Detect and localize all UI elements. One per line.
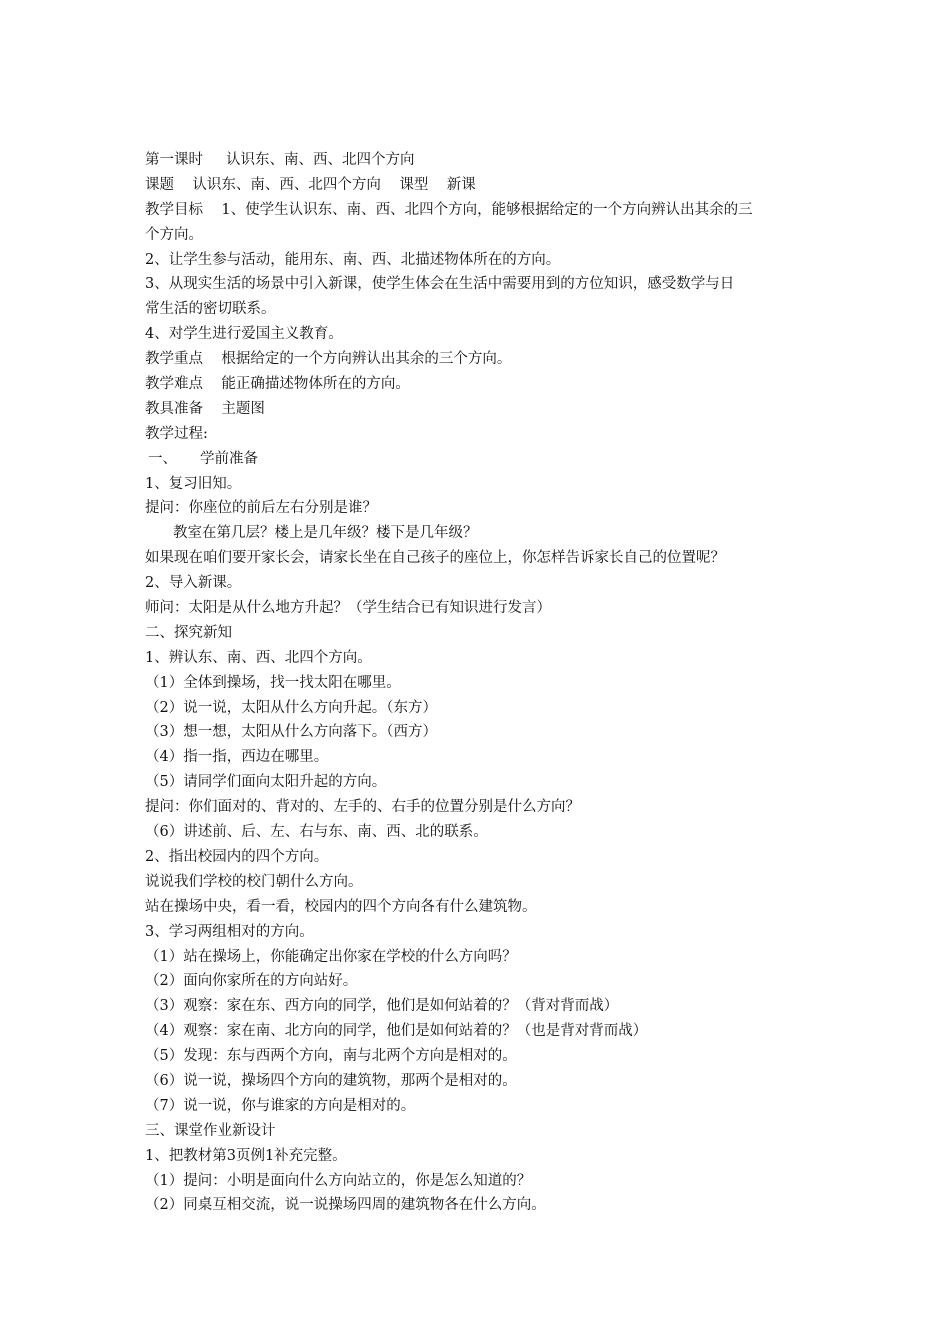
review-classroom-question: 教室在第几层？楼上是几年级？楼下是几年级？ bbox=[173, 525, 478, 542]
step-1-item-3: （3）想一想，太阳从什么方向落下。（西方） bbox=[145, 724, 437, 741]
teaching-goal-line-1: 教学目标 1、使学生认识东、南、西、北四个方向，能够根据给定的一个方向辨认出其余的三 bbox=[145, 201, 753, 218]
homework-item-1: 1、把教材第3页例1补充完整。 bbox=[145, 1147, 347, 1164]
step-1-question: 提问：你们面对的、背对的、左手的、右手的位置分别是什么方向？ bbox=[145, 799, 580, 816]
review-question: 提问：你座位的前后左右分别是谁？ bbox=[145, 500, 377, 517]
review-heading: 1、复习旧知。 bbox=[145, 475, 242, 492]
step-1-item-5: （5）请同学们面向太阳升起的方向。 bbox=[145, 774, 387, 791]
opposite-directions-heading: 3、学习两组相对的方向。 bbox=[145, 923, 314, 940]
homework-sub-2: （2）同桌互相交流，说一说操场四周的建筑物各在什么方向。 bbox=[145, 1197, 546, 1214]
parent-meeting-question: 如果现在咱们要开家长会，请家长坐在自己孩子的座位上，你怎样告诉家长自己的位置呢？ bbox=[145, 550, 725, 567]
teaching-materials: 教具准备 主题图 bbox=[145, 400, 265, 417]
playground-buildings-question: 站在操场中央，看一看，校园内的四个方向各有什么建筑物。 bbox=[145, 898, 537, 915]
document-body bbox=[145, 148, 815, 1218]
homework-sub-1: （1）提问：小明是面向什么方向站立的，你是怎么知道的？ bbox=[145, 1172, 532, 1189]
teaching-goal-3-line-2: 常生活的密切联系。 bbox=[145, 301, 276, 318]
step-3-item-1: （1）站在操场上，你能确定出你家在学校的什么方向吗？ bbox=[145, 948, 517, 965]
campus-directions-heading: 2、指出校园内的四个方向。 bbox=[145, 848, 329, 865]
section-1-heading: 一、 学前准备 bbox=[148, 450, 259, 467]
teaching-key-point: 教学重点 根据给定的一个方向辨认出其余的三个方向。 bbox=[145, 351, 512, 368]
lesson-topic-type: 课题 认识东、南、西、北四个方向 课型 新课 bbox=[145, 176, 476, 193]
step-3-item-5: （5）发现：东与西两个方向，南与北两个方向是相对的。 bbox=[145, 1048, 517, 1065]
teacher-question: 师问：太阳是从什么地方升起？（学生结合已有知识进行发言） bbox=[145, 600, 551, 617]
section-3-heading: 三、课堂作业新设计 bbox=[145, 1122, 276, 1139]
step-3-item-7: （7）说一说，你与谁家的方向是相对的。 bbox=[145, 1097, 416, 1114]
step-3-item-4: （4）观察：家在南、北方向的同学，他们是如何站着的？（也是背对背而战） bbox=[145, 1023, 648, 1040]
teaching-goal-4: 4、对学生进行爱国主义教育。 bbox=[145, 326, 343, 343]
identify-directions-heading: 1、辨认东、南、西、北四个方向。 bbox=[145, 649, 372, 666]
teaching-goal-3-line-1: 3、从现实生活的场景中引入新课，使学生体会在生活中需要用到的方位知识，感受数学与日 bbox=[145, 276, 735, 293]
intro-heading: 2、导入新课。 bbox=[145, 575, 242, 592]
teaching-goal-2: 2、让学生参与活动，能用东、南、西、北描述物体所在的方向。 bbox=[145, 251, 561, 268]
step-1-item-6: （6）讲述前、后、左、右与东、南、西、北的联系。 bbox=[145, 824, 488, 841]
step-3-item-6: （6）说一说，操场四个方向的建筑物，那两个是相对的。 bbox=[145, 1072, 517, 1089]
step-1-item-1: （1）全体到操场，找一找太阳在哪里。 bbox=[145, 674, 401, 691]
lesson-heading: 第一课时 认识东、南、西、北四个方向 bbox=[145, 152, 415, 168]
step-3-item-2: （2）面向你家所在的方向站好。 bbox=[145, 973, 358, 990]
school-gate-question: 说说我们学校的校门朝什么方向。 bbox=[145, 873, 363, 890]
step-3-item-3: （3）观察：家在东、西方向的同学，他们是如何站着的？（背对背而战） bbox=[145, 998, 619, 1015]
step-1-item-2: （2）说一说，太阳从什么方向升起。（东方） bbox=[145, 699, 437, 716]
teaching-difficulty: 教学难点 能正确描述物体所在的方向。 bbox=[145, 376, 410, 393]
section-2-heading: 二、探究新知 bbox=[145, 624, 232, 641]
teaching-process-heading: 教学过程: bbox=[145, 425, 208, 442]
step-1-item-4: （4）指一指，西边在哪里。 bbox=[145, 749, 329, 766]
teaching-goal-line-2: 个方向。 bbox=[145, 226, 203, 243]
